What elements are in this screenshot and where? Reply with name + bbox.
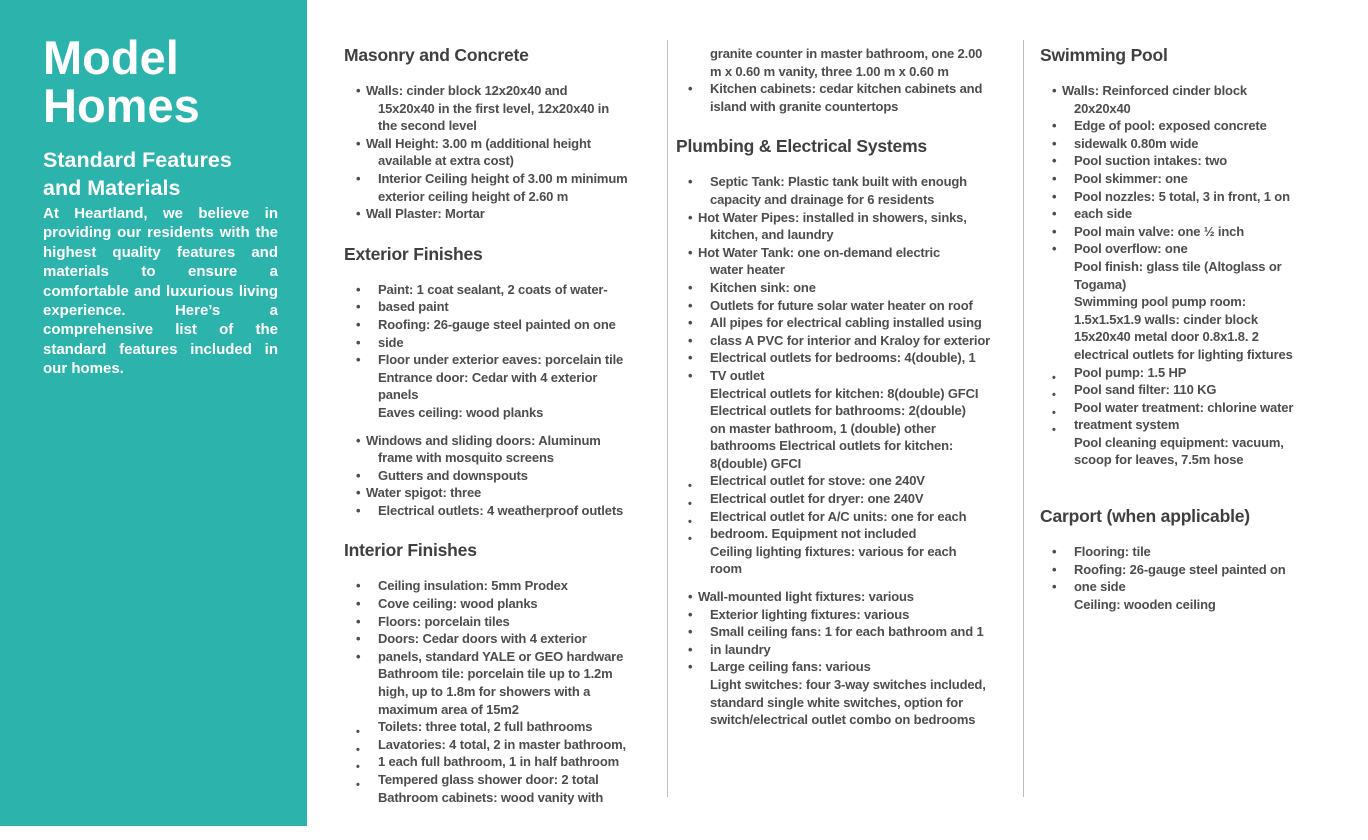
feature-text: 8(double) GFCI — [710, 455, 802, 471]
feature-text: Windows and sliding doors: Aluminum — [366, 432, 601, 448]
feature-line — [1040, 596, 1340, 614]
feature-text: Gutters and downspouts — [378, 467, 528, 483]
feature-text: granite counter in master bathroom, one 2.00 — [710, 46, 983, 61]
feature-line — [676, 80, 1023, 98]
page-subtitle-line2: and Materials — [43, 176, 181, 200]
feature-line — [1040, 561, 1340, 579]
feature-line — [344, 386, 667, 404]
bullet-icon: • — [1052, 206, 1057, 222]
feature-line — [676, 455, 1023, 473]
feature-text: switch/electrical outlet combo on bedrooms — [710, 712, 976, 728]
feature-text: Pool skimmer: one — [1074, 170, 1188, 186]
section-heading: Swimming Pool — [1040, 45, 1168, 65]
feature-line — [1040, 399, 1340, 417]
bullet-icon: • — [1052, 389, 1056, 402]
bullet-icon: • — [688, 279, 693, 295]
bullet-icon: • — [356, 578, 361, 594]
feature-text: Bathroom tile: porcelain tile up to 1.2m — [378, 666, 613, 682]
feature-line — [676, 606, 1023, 624]
feature-text: Hot Water Pipes: installed in showers, sinks, — [698, 209, 967, 225]
bullet-icon: • — [688, 81, 693, 97]
feature-text: electrical outlets for lighting fixtures — [1074, 346, 1293, 362]
feature-line — [344, 351, 667, 369]
feature-line — [344, 701, 667, 719]
feature-line — [676, 98, 1023, 116]
page-subtitle-line1: Standard Features — [43, 148, 232, 172]
feature-text: available at extra cost) — [378, 153, 514, 169]
feature-text: Electrical outlets: 4 weatherproof outlets — [378, 502, 624, 518]
feature-line — [676, 332, 1023, 350]
feature-text: side — [378, 334, 404, 350]
bullet-icon: • — [688, 480, 692, 493]
feature-line — [344, 170, 667, 188]
bullet-icon: • — [356, 334, 361, 350]
feature-text: Ceiling lighting fixtures: various for each — [710, 543, 957, 559]
feature-line — [676, 420, 1023, 438]
feature-text: scoop for leaves, 7.5m hose — [1074, 452, 1244, 468]
feature-line — [344, 502, 667, 520]
bullet-icon: • — [688, 498, 692, 511]
feature-text: All pipes for electrical cabling installed using — [710, 315, 982, 331]
feature-line — [676, 244, 1023, 262]
feature-text: capacity and drainage for 6 residents — [710, 191, 935, 207]
feature-text: Flooring: tile — [1074, 544, 1151, 560]
feature-text: 1 each full bathroom, 1 in half bathroom — [378, 754, 620, 770]
feature-line — [676, 279, 1023, 297]
feature-text: in laundry — [710, 641, 771, 657]
feature-text: 20x20x40 — [1074, 100, 1131, 116]
feature-text: Ceiling insulation: 5mm Prodex — [378, 578, 568, 594]
section-heading: Exterior Finishes — [344, 243, 483, 264]
feature-line — [344, 789, 667, 807]
feature-line — [676, 676, 1023, 694]
page-subtitle — [43, 146, 278, 202]
bullet-icon: • — [356, 631, 361, 647]
feature-line — [1040, 381, 1340, 402]
feature-text: Kitchen sink: one — [710, 279, 816, 295]
feature-line — [676, 560, 1023, 578]
section-plumbing-electrical-systems — [676, 135, 1023, 728]
bullet-icon: • — [1052, 241, 1057, 257]
section-interior-finishes — [344, 539, 667, 806]
feature-text: Pool finish: glass tile (Altoglass or — [1074, 258, 1282, 274]
bullet-icon: • — [356, 135, 361, 151]
feature-text: panels, standard YALE or GEO hardware — [378, 648, 624, 664]
feature-line — [676, 490, 1023, 511]
feature-text: Pool cleaning equipment: vacuum, — [1074, 434, 1284, 450]
feature-line — [1040, 293, 1340, 311]
feature-line — [676, 437, 1023, 455]
feature-text: Roofing: 26-gauge steel painted on — [1074, 561, 1286, 577]
feature-line — [676, 349, 1023, 367]
feature-text: Bathroom cabinets: wood vanity with — [378, 789, 604, 805]
feature-line — [1040, 328, 1340, 346]
feature-line — [344, 613, 667, 631]
feature-line — [1040, 434, 1340, 452]
section-carport-when-applicable — [1040, 505, 1340, 613]
bullet-icon: • — [688, 297, 693, 313]
column-divider-1 — [667, 40, 668, 797]
feature-line — [344, 432, 667, 450]
bullet-icon: • — [356, 648, 361, 664]
feature-line — [1040, 223, 1340, 241]
feature-line — [1040, 346, 1340, 364]
bullet-icon: • — [1052, 424, 1056, 437]
feature-text: Toilets: three total, 2 full bathrooms — [378, 719, 593, 735]
feature-text: Walls: Reinforced cinder block — [1062, 83, 1248, 98]
feature-line — [344, 100, 667, 118]
bullet-icon: • — [688, 367, 693, 383]
feature-text: Interior Ceiling height of 3.00 m minimum — [378, 170, 628, 186]
feature-line — [1040, 188, 1340, 206]
feature-line — [344, 753, 667, 774]
feature-text: Pool pump: 1.5 HP — [1074, 364, 1187, 380]
feature-line — [344, 369, 667, 387]
feature-text: Swimming pool pump room: — [1074, 294, 1246, 310]
feature-line — [344, 718, 667, 739]
bullet-icon: • — [688, 589, 693, 605]
feature-text: water heater — [710, 262, 785, 278]
bullet-icon: • — [356, 352, 361, 368]
feature-line — [676, 209, 1023, 227]
bullet-icon: • — [688, 244, 693, 260]
bullet-icon: • — [688, 659, 693, 675]
feature-text: exterior ceiling height of 2.60 m — [378, 188, 569, 204]
feature-text: Wall Height: 3.00 m (additional height — [366, 135, 591, 151]
feature-line — [676, 45, 1023, 63]
feature-line — [344, 298, 667, 316]
feature-text: Pool nozzles: 5 total, 3 in front, 1 on — [1074, 188, 1290, 204]
feature-text: Eaves ceiling: wood planks — [378, 404, 544, 420]
feature-line — [344, 152, 667, 170]
feature-line — [344, 316, 667, 334]
bullet-icon: • — [1052, 83, 1057, 98]
feature-text: Wall-mounted light fixtures: various — [698, 589, 914, 605]
feature-line — [676, 261, 1023, 279]
feature-line — [344, 577, 667, 595]
feature-text: Cove ceiling: wood planks — [378, 596, 538, 612]
feature-line — [676, 641, 1023, 659]
feature-text: Floor under exterior eaves: porcelain tile — [378, 352, 624, 368]
feature-line — [344, 205, 667, 223]
feature-line — [1040, 100, 1340, 118]
feature-text: Septic Tank: Plastic tank built with enough — [710, 174, 967, 190]
bullet-icon: • — [1052, 153, 1057, 169]
bullet-icon: • — [356, 432, 361, 448]
feature-text: Outlets for future solar water heater on roof — [710, 297, 973, 313]
feature-text: Edge of pool: exposed concrete — [1074, 118, 1267, 134]
feature-line — [1040, 364, 1340, 382]
feature-text: Lavatories: 4 total, 2 in master bathroom, — [378, 736, 626, 752]
feature-text: Pool main valve: one ½ inch — [1074, 223, 1245, 239]
bullet-icon: • — [1052, 170, 1057, 186]
feature-text: standard single white switches, option for — [710, 694, 964, 710]
bullet-icon: • — [356, 726, 360, 739]
feature-line — [676, 694, 1023, 712]
feature-text: frame with mosquito screens — [378, 450, 554, 466]
feature-line — [676, 543, 1023, 561]
feature-line — [676, 623, 1023, 641]
feature-text: Large ceiling fans: various — [710, 659, 871, 675]
feature-line — [344, 665, 667, 683]
bullet-icon: • — [356, 206, 361, 222]
feature-text: TV outlet — [710, 367, 765, 383]
feature-text: room — [710, 561, 742, 577]
feature-line — [344, 630, 667, 648]
feature-line — [1040, 152, 1340, 170]
feature-text: each side — [1074, 206, 1132, 222]
feature-text: Entrance door: Cedar with 4 exterior — [378, 369, 598, 385]
column-1 — [344, 44, 667, 806]
feature-line — [344, 117, 667, 135]
feature-line — [1040, 311, 1340, 329]
column-2 — [676, 45, 1023, 729]
feature-text: Pool sand filter: 110 KG — [1074, 382, 1217, 398]
feature-text: Togama) — [1074, 276, 1127, 292]
page-title-line1: Model — [43, 31, 179, 84]
feature-text: 1.5x1.5x1.9 walls: cinder block — [1074, 311, 1258, 327]
bullet-icon: • — [688, 533, 692, 546]
feature-line — [676, 297, 1023, 315]
feature-line — [1040, 276, 1340, 294]
bullet-icon: • — [1052, 135, 1057, 151]
feature-line — [344, 648, 667, 666]
feature-line — [676, 711, 1023, 729]
bullet-icon: • — [1052, 544, 1057, 560]
bullet-icon: • — [356, 502, 361, 518]
feature-line — [1040, 258, 1340, 276]
bullet-icon: • — [688, 174, 693, 190]
page-title — [43, 31, 278, 132]
feature-text: Roofing: 26-gauge steel painted on one — [378, 316, 616, 332]
feature-text: maximum area of 15m2 — [378, 701, 519, 717]
feature-line — [1040, 170, 1340, 188]
section-heading: Plumbing & Electrical Systems — [676, 136, 927, 157]
feature-line — [676, 314, 1023, 332]
feature-text: Paint: 1 coat sealant, 2 coats of water- — [378, 281, 608, 297]
feature-text: island with granite countertops — [710, 98, 899, 114]
bullet-icon: • — [688, 350, 693, 366]
bullet-icon: • — [1052, 561, 1057, 577]
feature-text: Ceiling: wooden ceiling — [1074, 596, 1216, 612]
bullet-icon: • — [356, 467, 361, 483]
feature-line — [1040, 451, 1340, 469]
sidebar-panel — [0, 0, 307, 826]
feature-line — [676, 472, 1023, 493]
feature-line — [344, 82, 667, 100]
feature-text: Pool water treatment: chlorine water — [1074, 399, 1294, 415]
feature-text: Electrical outlet for stove: one 240V — [710, 473, 925, 489]
feature-line — [344, 736, 667, 754]
feature-line — [344, 771, 667, 789]
feature-text: bathrooms Electrical outlets for kitchen: — [710, 438, 954, 454]
column-3 — [1040, 44, 1340, 613]
feature-line — [344, 404, 667, 422]
feature-line — [344, 449, 667, 467]
bullet-icon: • — [356, 299, 361, 315]
feature-line — [1040, 578, 1340, 596]
feature-text: Pool suction intakes: two — [1074, 153, 1227, 169]
bullet-icon: • — [356, 485, 361, 501]
feature-line — [1040, 205, 1340, 223]
bullet-icon: • — [688, 624, 693, 640]
bullet-icon: • — [688, 209, 693, 225]
bullet-icon: • — [356, 316, 361, 332]
feature-line — [676, 385, 1023, 403]
bullet-icon: • — [356, 779, 360, 791]
feature-text: treatment system — [1074, 417, 1180, 433]
bullet-icon: • — [1052, 118, 1057, 134]
bullet-icon: • — [356, 83, 361, 98]
feature-text: Floors: porcelain tiles — [378, 613, 510, 629]
feature-line — [1040, 117, 1340, 135]
bullet-icon: • — [356, 281, 361, 297]
bullet-icon: • — [1052, 188, 1057, 204]
feature-text: Kitchen cabinets: cedar kitchen cabinets and — [710, 81, 983, 97]
bullet-icon: • — [356, 761, 360, 774]
feature-line — [1040, 240, 1340, 258]
section-heading: Interior Finishes — [344, 540, 477, 561]
feature-text: sidewalk 0.80m wide — [1074, 135, 1199, 151]
feature-text: m x 0.60 m vanity, three 1.00 m x 0.60 m — [710, 63, 949, 79]
feature-text: Water spigot: three — [366, 485, 482, 501]
feature-line — [676, 588, 1023, 606]
bullet-icon: • — [688, 606, 693, 622]
feature-line — [676, 226, 1023, 244]
feature-text: panels — [378, 387, 419, 403]
feature-line — [676, 367, 1023, 385]
feature-text: bedroom. Equipment not included — [710, 526, 917, 542]
bullet-icon: • — [1052, 406, 1056, 419]
bullet-icon: • — [356, 743, 360, 756]
feature-line — [676, 402, 1023, 420]
feature-text: high, up to 1.8m for showers with a — [378, 684, 591, 700]
feature-text: Tempered glass shower door: 2 total — [378, 772, 599, 787]
feature-text: kitchen, and laundry — [710, 227, 834, 243]
feature-line — [1040, 82, 1340, 100]
feature-text: Pool overflow: one — [1074, 241, 1188, 257]
feature-text: Exterior lighting fixtures: various — [710, 606, 910, 622]
bullet-icon: • — [356, 596, 361, 612]
section-heading: Carport (when applicable) — [1040, 506, 1250, 527]
bullet-icon: • — [1052, 371, 1056, 384]
feature-line — [344, 683, 667, 701]
feature-text: Electrical outlets for bathrooms: 2(double) — [710, 403, 966, 419]
feature-line — [1040, 416, 1340, 437]
bullet-icon: • — [688, 641, 693, 657]
feature-text: Light switches: four 3-way switches included, — [710, 677, 986, 692]
feature-line — [676, 525, 1023, 546]
column-divider-2 — [1023, 40, 1024, 797]
feature-line — [344, 188, 667, 206]
feature-line — [1040, 543, 1340, 561]
feature-text: Wall Plaster: Mortar — [366, 206, 485, 222]
page-title-line2: Homes — [43, 79, 200, 132]
bullet-icon: • — [356, 613, 361, 629]
feature-line — [1040, 135, 1340, 153]
feature-text: one side — [1074, 579, 1126, 595]
feature-text: based paint — [378, 299, 449, 315]
feature-line — [676, 658, 1023, 676]
feature-line — [676, 63, 1023, 81]
section-heading: Masonry and Concrete — [344, 45, 529, 65]
feature-line — [344, 334, 667, 352]
feature-text: class A PVC for interior and Kraloy for exterior — [710, 332, 991, 348]
feature-line — [676, 173, 1023, 191]
section-masonry-and-concrete — [344, 44, 667, 223]
feature-text: 15x20x40 metal door 0.8x1.8. 2 — [1074, 329, 1259, 345]
feature-line — [344, 281, 667, 299]
feature-text: Hot Water Tank: one on-demand electric — [698, 244, 941, 260]
feature-text: the second level — [378, 118, 477, 134]
bullet-icon: • — [1052, 223, 1057, 239]
feature-line — [344, 595, 667, 613]
bullet-icon: • — [1052, 579, 1057, 595]
feature-line — [344, 484, 667, 502]
bullet-icon: • — [688, 515, 692, 528]
bullet-icon: • — [356, 170, 361, 186]
feature-text: Electrical outlets for kitchen: 8(double) GFCI — [710, 385, 979, 401]
section-exterior-finishes — [344, 243, 667, 520]
bullet-icon: • — [688, 332, 693, 348]
section-continued — [676, 45, 1023, 115]
feature-text: Doors: Cedar doors with 4 exterior — [378, 631, 587, 647]
feature-text: Walls: cinder block 12x20x40 and — [366, 83, 568, 98]
feature-text: 15x20x40 in the first level, 12x20x40 in — [378, 100, 610, 116]
bullet-icon: • — [688, 315, 693, 331]
feature-line — [344, 467, 667, 485]
feature-text: Electrical outlet for dryer: one 240V — [710, 491, 924, 507]
feature-line — [676, 508, 1023, 526]
intro-paragraph: At Heartland, we believe in providing our residents with the highest quality features and materials to ensure a comfortable and luxurious living experience. Here’s a comprehensive list of the standard features included in our homes. — [43, 205, 278, 378]
feature-text: on master bathroom, 1 (double) other — [710, 420, 936, 436]
section-swimming-pool — [1040, 44, 1340, 469]
feature-text: Small ceiling fans: 1 for each bathroom and 1 — [710, 624, 984, 640]
feature-line — [344, 135, 667, 153]
feature-text: Electrical outlet for A/C units: one for each — [710, 508, 967, 524]
feature-text: Electrical outlets for bedrooms: 4(double), 1 — [710, 350, 976, 366]
feature-line — [676, 191, 1023, 209]
